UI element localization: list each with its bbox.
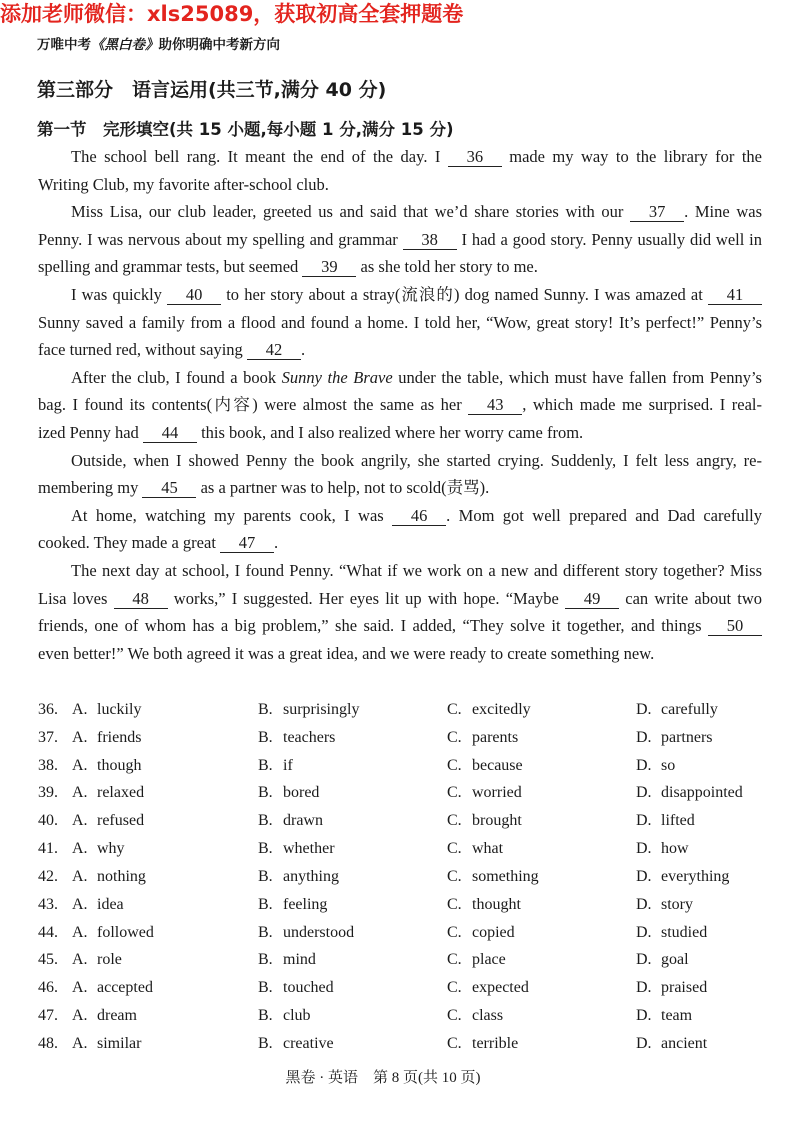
question-number: 43.	[38, 895, 58, 913]
options-list	[38, 696, 762, 1058]
option-letter: C.	[447, 895, 462, 913]
option-letter: C.	[447, 951, 462, 969]
promo-banner: 添加老师微信：xls25089，获取初高全套押题卷	[0, 2, 464, 26]
option-letter: A.	[72, 784, 88, 802]
option-text: class	[472, 1007, 504, 1025]
option-letter: C.	[447, 979, 462, 997]
passage-text: made my way to the library for the	[501, 147, 762, 166]
option-c	[447, 1002, 636, 1030]
option-text: though	[97, 756, 142, 774]
option-text: something	[472, 867, 539, 885]
option-text: thought	[472, 895, 521, 913]
option-letter: D.	[636, 728, 652, 746]
option-text: bored	[283, 784, 320, 802]
option-a	[72, 1002, 258, 1030]
option-b	[258, 1002, 447, 1030]
option-letter: B.	[258, 1007, 273, 1025]
option-text: lifted	[661, 812, 695, 830]
passage-line	[38, 585, 762, 613]
option-d	[636, 1030, 762, 1058]
option-b	[258, 752, 447, 780]
option-c	[447, 919, 636, 947]
option-text: surprisingly	[283, 701, 360, 718]
question-row	[38, 891, 762, 919]
series-header	[37, 36, 280, 54]
subsection-title: 第一节 完形填空(共 15 小题,每小题 1 分,满分 15 分)	[37, 120, 454, 139]
option-c	[447, 724, 636, 752]
option-b	[258, 919, 447, 947]
option-text: everything	[661, 867, 730, 885]
option-text: praised	[661, 979, 708, 997]
option-text: feeling	[283, 895, 328, 913]
option-text: brought	[472, 812, 522, 830]
passage-text: Outside, when I showed Penny the book angrily, she started crying. Suddenly, I felt less angry, re-	[71, 450, 762, 470]
passage-text: under the table, which must have fallen from Penny’s	[392, 367, 762, 387]
option-a	[72, 863, 258, 891]
option-letter: B.	[258, 867, 273, 885]
option-c	[447, 835, 636, 863]
option-c	[447, 946, 636, 974]
question-number: 37.	[38, 728, 58, 746]
option-text: role	[97, 951, 122, 969]
passage-line	[38, 198, 762, 226]
option-a	[72, 724, 258, 752]
passage-line	[38, 474, 762, 502]
option-a	[72, 919, 258, 947]
question-number: 41.	[38, 840, 58, 858]
option-letter: C.	[447, 728, 462, 746]
option-letter: C.	[447, 756, 462, 774]
option-b	[258, 946, 447, 974]
option-d	[636, 919, 762, 947]
option-letter: B.	[258, 784, 273, 802]
passage-text: The school bell rang. It meant the end of the day. I	[71, 147, 448, 166]
passage-text: face turned red, without saying	[38, 340, 247, 360]
passage-text: Miss Lisa, our club leader, greeted us and said that we’d share stories with our	[71, 202, 631, 222]
passage-text: spelling and grammar tests, but seemed	[38, 257, 303, 277]
option-a	[72, 835, 258, 863]
option-a	[72, 974, 258, 1002]
option-letter: D.	[636, 895, 652, 913]
option-text: disappointed	[661, 784, 743, 802]
option-a	[72, 779, 258, 807]
option-letter: D.	[636, 979, 652, 997]
header-slogan: 助你明确中考新方向	[158, 37, 280, 53]
option-b	[258, 835, 447, 863]
passage-text: .	[274, 533, 279, 553]
option-letter: B.	[258, 979, 273, 997]
question-row	[38, 779, 762, 807]
option-text: studied	[661, 923, 708, 941]
passage-text: Writing Club, my favorite after-school club.	[38, 174, 329, 194]
option-letter: A.	[72, 923, 88, 941]
question-number: 40.	[38, 812, 58, 830]
question-row	[38, 724, 762, 752]
option-c	[447, 1030, 636, 1058]
question-row	[38, 919, 762, 947]
section-title: 第三部分 语言运用(共三节,满分 40 分)	[37, 79, 387, 101]
answer-blank: 39	[302, 258, 356, 277]
option-text: accepted	[97, 979, 153, 997]
option-letter: C.	[447, 1034, 462, 1052]
option-letter: A.	[72, 840, 88, 858]
passage-paragraph	[38, 281, 762, 364]
question-number: 47.	[38, 1007, 58, 1025]
option-a	[72, 807, 258, 835]
option-letter: B.	[258, 1034, 273, 1052]
option-letter: D.	[636, 812, 652, 830]
question-number: 45.	[38, 951, 58, 969]
passage-line	[38, 364, 762, 392]
option-text: so	[661, 756, 676, 774]
option-letter: A.	[72, 756, 88, 774]
option-c	[447, 752, 636, 780]
option-text: team	[661, 1007, 693, 1025]
answer-blank: 49	[565, 590, 619, 609]
option-c	[447, 974, 636, 1002]
passage-text: cooked. They made a great	[38, 533, 221, 553]
option-letter: C.	[447, 784, 462, 802]
answer-blank: 47	[220, 534, 274, 553]
option-letter: C.	[447, 812, 462, 830]
passage-paragraph	[38, 198, 762, 281]
question-row	[38, 696, 762, 724]
option-text: carefully	[661, 701, 718, 718]
passage-line	[38, 640, 762, 668]
option-b	[258, 863, 447, 891]
option-text: drawn	[283, 812, 323, 830]
option-text: parents	[472, 728, 519, 746]
option-letter: D.	[636, 784, 652, 802]
option-letter: C.	[447, 867, 462, 885]
option-letter: C.	[447, 923, 462, 941]
passage-line	[38, 612, 762, 640]
question-row	[38, 863, 762, 891]
book-title: Sunny the Brave	[281, 367, 393, 387]
question-number: 39.	[38, 784, 58, 802]
option-d	[636, 807, 762, 835]
option-letter: A.	[72, 728, 88, 746]
passage-text: even better!” We both agreed it was a great idea, and we were ready to create something new.	[38, 643, 655, 663]
option-letter: B.	[258, 701, 273, 718]
question-row	[38, 752, 762, 780]
option-text: teachers	[283, 728, 336, 746]
option-b	[258, 1030, 447, 1058]
option-text: understood	[283, 923, 355, 941]
option-text: idea	[97, 895, 124, 913]
question-row	[38, 974, 762, 1002]
option-d	[636, 946, 762, 974]
option-d	[636, 891, 762, 919]
option-text: ancient	[661, 1034, 708, 1052]
option-letter: B.	[258, 951, 273, 969]
option-text: partners	[661, 728, 713, 746]
answer-blank: 37	[630, 203, 684, 222]
passage-text: The next day at school, I found Penny. “What if we work on a new and different story together? Miss	[71, 560, 762, 580]
option-text: place	[472, 951, 506, 969]
passage-paragraph	[38, 502, 762, 557]
option-d	[636, 974, 762, 1002]
passage-line	[38, 226, 762, 254]
option-text: refused	[97, 812, 145, 830]
passage-text: , which made me surprised. I real-	[522, 395, 762, 415]
option-text: because	[472, 756, 523, 774]
option-letter: A.	[72, 867, 88, 885]
option-text: terrible	[472, 1034, 519, 1052]
passage-text: . Mom got well prepared and Dad carefully	[446, 505, 762, 525]
option-b	[258, 696, 447, 724]
option-letter: C.	[447, 701, 462, 718]
option-text: relaxed	[97, 784, 145, 802]
passage-line	[38, 143, 762, 171]
answer-blank: 50	[708, 617, 762, 636]
passage-line	[38, 336, 762, 364]
passage-line	[38, 529, 762, 557]
option-a	[72, 696, 258, 724]
option-d	[636, 779, 762, 807]
passage-line	[38, 419, 762, 447]
option-text: if	[283, 756, 293, 774]
option-text: mind	[283, 951, 316, 969]
option-text: followed	[97, 923, 154, 941]
option-d	[636, 724, 762, 752]
option-text: anything	[283, 867, 339, 885]
passage-paragraph	[38, 447, 762, 502]
option-text: excitedly	[472, 701, 531, 718]
option-letter: B.	[258, 895, 273, 913]
option-letter: B.	[258, 728, 273, 746]
passage-line	[38, 391, 762, 419]
option-text: creative	[283, 1034, 334, 1052]
option-d	[636, 1002, 762, 1030]
passage-text: At home, watching my parents cook, I was	[71, 505, 393, 525]
option-text: what	[472, 840, 504, 858]
page-footer: 黑卷 · 英语 第 8 页(共 10 页)	[285, 1070, 481, 1086]
option-b	[258, 724, 447, 752]
option-c	[447, 807, 636, 835]
question-number: 36.	[38, 701, 58, 718]
answer-blank: 46	[392, 507, 446, 526]
book-series-title: 《黑白卷》	[91, 37, 159, 53]
passage-text: ized Penny had	[38, 422, 143, 442]
passage-text: works,” I suggested. Her eyes lit up with hope. “Maybe	[167, 588, 566, 608]
passage-text: After the club, I found a book	[71, 367, 282, 387]
question-row	[38, 807, 762, 835]
option-letter: A.	[72, 895, 88, 913]
question-number: 38.	[38, 756, 58, 774]
passage-text: this book, and I also realized where her worry came from.	[196, 422, 584, 442]
answer-blank: 48	[114, 590, 168, 609]
header-prefix: 万唯中考	[37, 37, 91, 53]
option-letter: B.	[258, 840, 273, 858]
option-letter: C.	[447, 1007, 462, 1025]
option-text: touched	[283, 979, 334, 997]
passage-text: can write about two	[619, 588, 762, 608]
option-letter: A.	[72, 1007, 88, 1025]
option-letter: A.	[72, 701, 88, 718]
option-d	[636, 835, 762, 863]
option-text: copied	[472, 923, 515, 941]
passage-line	[38, 557, 762, 585]
option-text: story	[661, 895, 693, 913]
answer-blank: 45	[142, 479, 196, 498]
passage-text: as she told her story to me.	[356, 257, 538, 277]
option-c	[447, 779, 636, 807]
passage-paragraph	[38, 557, 762, 667]
question-row	[38, 1002, 762, 1030]
cloze-passage	[38, 143, 762, 667]
passage-text: as a partner was to help, not to scold(责骂).	[196, 478, 490, 498]
answer-blank: 42	[247, 341, 301, 360]
option-text: expected	[472, 979, 529, 997]
answer-blank: 44	[143, 424, 197, 443]
option-text: similar	[97, 1034, 142, 1052]
answer-blank: 41	[708, 286, 762, 305]
passage-line	[38, 502, 762, 530]
option-letter: D.	[636, 1034, 652, 1052]
passage-text: . Mine was	[684, 202, 762, 222]
option-c	[447, 863, 636, 891]
question-number: 42.	[38, 867, 58, 885]
option-letter: D.	[636, 1007, 652, 1025]
option-b	[258, 891, 447, 919]
option-a	[72, 752, 258, 780]
option-b	[258, 974, 447, 1002]
option-text: dream	[97, 1007, 137, 1025]
option-a	[72, 891, 258, 919]
option-d	[636, 863, 762, 891]
answer-blank: 40	[167, 286, 221, 305]
passage-text: to her story about a stray(流浪的) dog named Sunny. I was amazed at	[221, 284, 708, 304]
passage-text: I was quickly	[71, 284, 168, 304]
passage-paragraph	[38, 364, 762, 447]
passage-text: membering my	[38, 478, 143, 498]
option-letter: A.	[72, 812, 88, 830]
option-text: nothing	[97, 867, 146, 885]
option-text: goal	[661, 951, 689, 969]
passage-line	[38, 447, 762, 475]
question-number: 46.	[38, 979, 58, 997]
option-text: whether	[283, 840, 335, 858]
passage-text: bag. I found its contents(内容) were almost the same as her	[38, 395, 469, 415]
passage-text: Penny. I was nervous about my spelling and grammar	[38, 229, 403, 249]
question-row	[38, 946, 762, 974]
question-number: 48.	[38, 1034, 58, 1052]
passage-line	[38, 281, 762, 309]
passage-line	[38, 309, 762, 337]
option-letter: B.	[258, 812, 273, 830]
option-letter: D.	[636, 867, 652, 885]
passage-paragraph	[38, 143, 762, 198]
option-b	[258, 807, 447, 835]
option-b	[258, 779, 447, 807]
option-text: worried	[472, 784, 522, 802]
option-letter: A.	[72, 979, 88, 997]
option-a	[72, 946, 258, 974]
passage-text: I had a good story. Penny usually did well in	[456, 229, 762, 249]
option-letter: B.	[258, 923, 273, 941]
passage-text: .	[300, 340, 306, 360]
option-letter: C.	[447, 840, 462, 858]
option-c	[447, 891, 636, 919]
passage-text: friends, one of whom has a big problem,” she said. I added, “They solve it together, and things	[38, 616, 708, 636]
answer-blank: 38	[403, 231, 457, 250]
option-text: how	[661, 840, 689, 858]
answer-blank: 43	[468, 396, 522, 415]
option-letter: D.	[636, 756, 652, 774]
option-text: friends	[97, 728, 142, 746]
question-number: 44.	[38, 923, 58, 941]
option-text: luckily	[97, 701, 142, 718]
option-letter: D.	[636, 701, 652, 718]
answer-blank: 36	[448, 148, 502, 167]
passage-text: Sunny saved a family from a flood and found a home. I told her, “Wow, great story! It’s perfect!” Penny’s	[38, 312, 762, 332]
question-row	[38, 835, 762, 863]
option-text: club	[283, 1007, 311, 1025]
passage-line	[38, 171, 762, 199]
option-letter: D.	[636, 840, 652, 858]
option-text: why	[97, 840, 125, 858]
option-letter: D.	[636, 951, 652, 969]
option-d	[636, 752, 762, 780]
option-letter: A.	[72, 951, 88, 969]
passage-text: Lisa loves	[38, 588, 114, 608]
question-row	[38, 1030, 762, 1058]
option-d	[636, 696, 762, 724]
option-a	[72, 1030, 258, 1058]
passage-line	[38, 253, 762, 281]
option-letter: B.	[258, 756, 273, 774]
option-letter: D.	[636, 923, 652, 941]
option-letter: A.	[72, 1034, 88, 1052]
option-c	[447, 696, 636, 724]
